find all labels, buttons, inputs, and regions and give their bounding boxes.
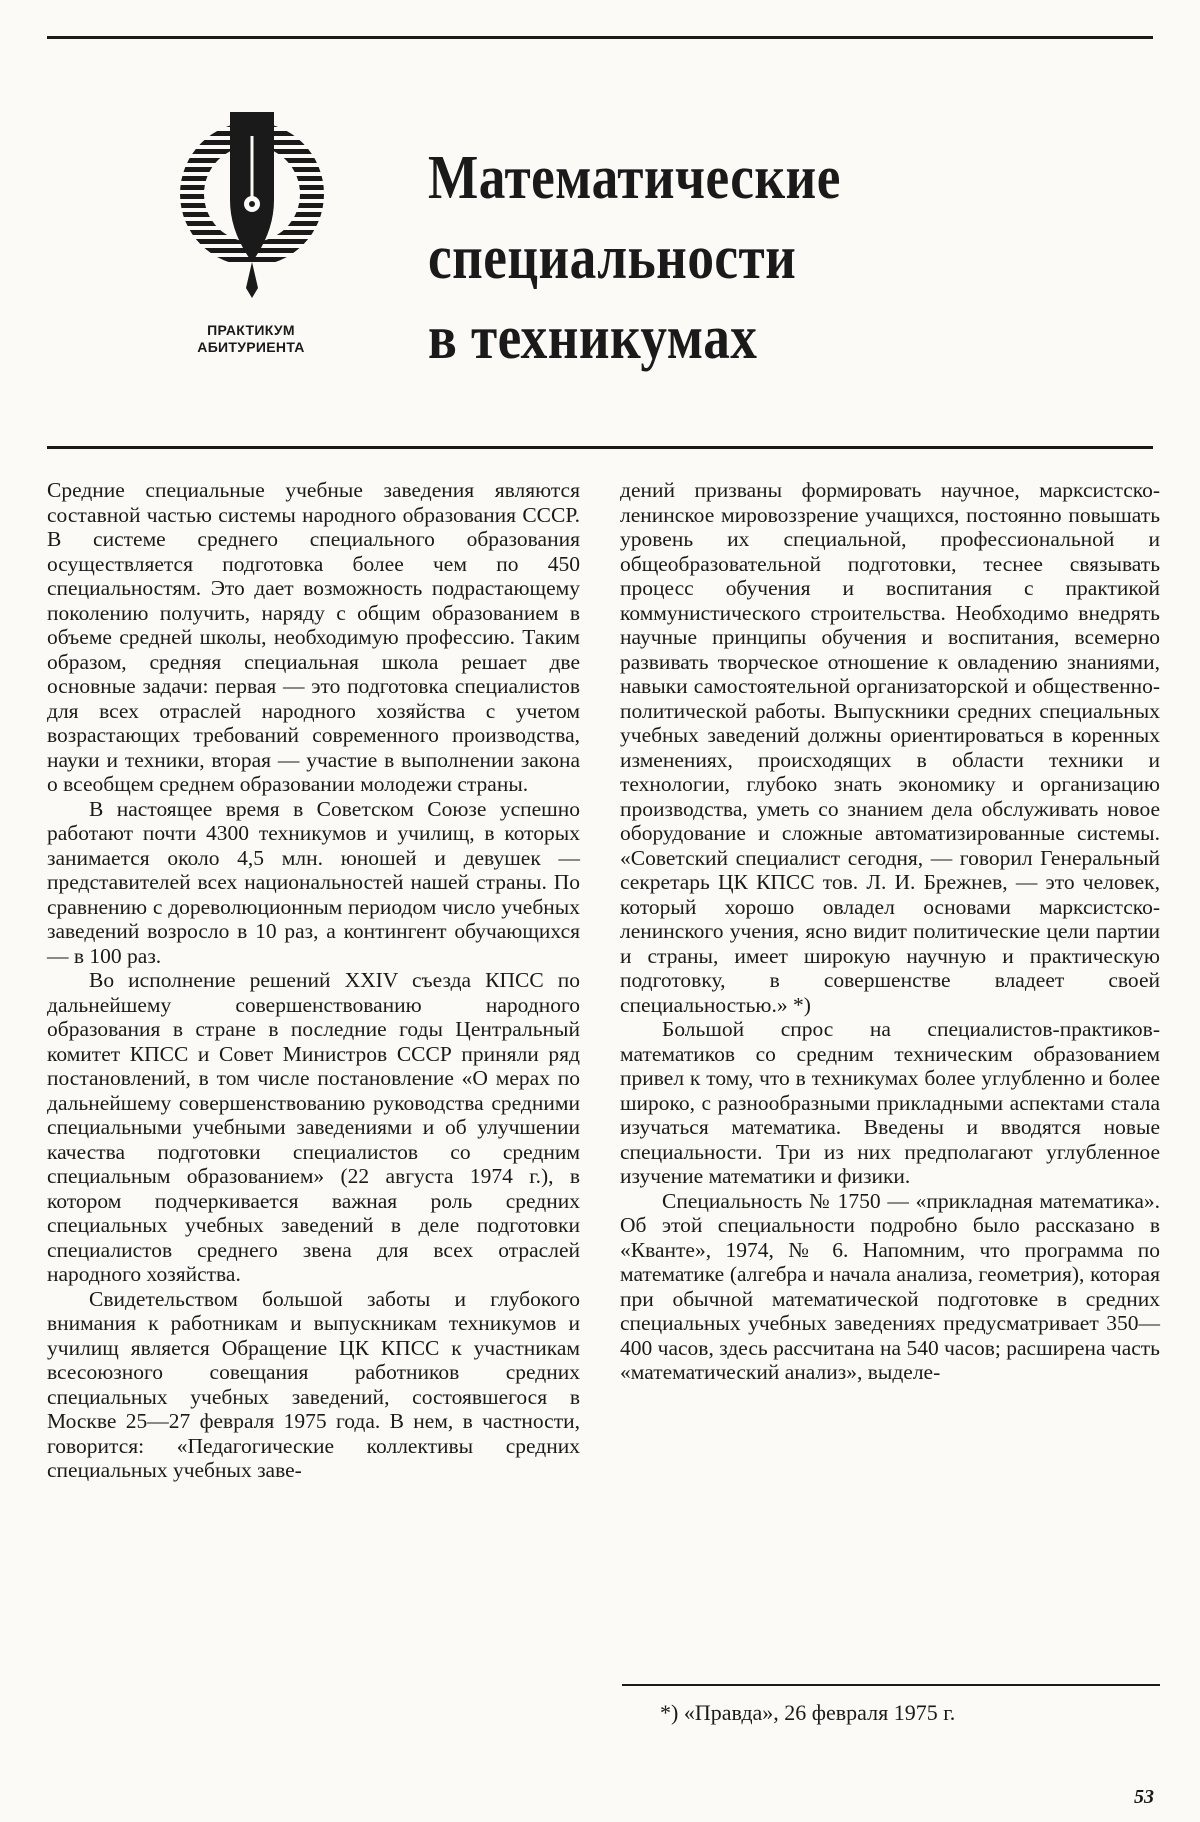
paragraph: В настоящее время в Советском Союзе успешно работают почти 4300 техникумов и училищ, в которых занимается около 4,5 млн. юношей и девушек — представителей всех национальностей нашей страны. По сравнению с дореволюционным периодом число учебных заведений возросло в 10 раз, а контингент обучающихся — в 100 раз. — [47, 796, 580, 968]
paragraph: Свидетельством большой заботы и глубокого внимания к работникам и выпускникам техникумов и училищ является Обращение ЦК КПСС к участникам всесоюзного совещания работников средних специальных учебных заведений, состоявшегося в Москве 25—27 февраля 1975 года. В нем, в частности, говорится: «Педагогические коллективы средних специальных учебных заве- — [47, 1286, 580, 1482]
pen-nib-logo-icon — [172, 112, 332, 302]
paragraph: Большой спрос на специалистов-практиков-математиков со средним техническим образованием привел к тому, что в техникумах более углубленно и более широко, с разнообразными прикладными аспектами стала изучаться математика. Введены и вводятся новые специальности. Три из них предполагают углубленное изучение математики и физики. — [620, 1017, 1160, 1188]
page-number: 53 — [1134, 1786, 1154, 1808]
title-line-2: специальности — [428, 224, 797, 292]
paragraph: дений призваны формировать научное, марксистско-ленинское мировоззрение учащихся, постоянно повышать уровень их специальной, профессиональной и общеобразовательной подготовки, теснее связывать процесс обучения и воспитания с практикой коммунистического строительства. Необходимо внедрять научные принципы обучения и воспитания, всемерно развивать творческое отношение к овладению знаниями, навыки самостоятельной организаторской и общественно-политической работы. Выпускники средних специальных учебных заведений должны ориентироваться в коренных изменениях, происходящих в области техники и технологии, глубоко знать экономику и организацию производства, уметь со знанием дела обслуживать новое оборудование и сложные автоматизированные системы. «Советский специалист сегодня, — говорил Генеральный секретарь ЦК КПСС тов. Л. И. Брежнев, — это человек, который хорошо овладел основами марксистско-ленинского учения, ясно видит политические цели партии и страны, имеет широкую научную и практическую подготовку, в совершенстве владеет своей специальностью.» *) — [620, 478, 1160, 1017]
paragraph: Специальность № 1750 — «прикладная математика». Об этой специальности подробно было рассказано в «Кванте», 1974, № 6. Напомним, что программа по математике (алгебра и начала анализа, геометрия), которая при обычной математической подготовке в средних специальных учебных заведениях предусматривает 350—400 часов, здесь рассчитана на 540 часов; расширена часть «математический анализ», выделе- — [620, 1188, 1160, 1384]
logo-caption-line-2: АБИТУРИЕНТА — [197, 339, 305, 355]
title-line-3: в техникумах — [428, 304, 758, 372]
logo-caption-line-1: ПРАКТИКУМ — [207, 322, 295, 338]
left-column — [47, 478, 580, 1483]
header-rule — [47, 446, 1153, 449]
article-title — [428, 138, 1030, 378]
footnote: *) «Правда», 26 февраля 1975 г. — [660, 1700, 956, 1725]
right-column — [620, 478, 1160, 1385]
logo-caption — [176, 322, 326, 356]
title-line-1: Математические — [428, 144, 841, 212]
paragraph: Во исполнение решений XXIV съезда КПСС по дальнейшему совершенствованию народного образования в стране в последние годы Центральный комитет КПСС и Совет Министров СССР приняли ряд постановлений, в том числе постановление «О мерах по дальнейшему совершенствованию руководства средними специальными учебными заведениями и об улучшении качества подготовки специалистов со средним специальным образованием» (22 августа 1974 г.), в котором подчеркивается важная роль средних специальных учебных заведений в деле подготовки специалистов среднего звена для всех отраслей народного хозяйства. — [47, 968, 580, 1286]
top-rule — [47, 36, 1153, 39]
paragraph: Средние специальные учебные заведения являются составной частью системы народного образования СССР. В системе среднего специального образования осуществляется подготовка более чем по 450 специальностям. Это дает возможность подрастающему поколению получить, наряду с общим образованием в объеме средней школы, необходимую профессию. Таким образом, средняя специальная школа решает две основные задачи: первая — это подготовка специалистов для всех отраслей народного хозяйства с учетом возрастающих требований современного производства, науки и техники, вторая — участие в выполнении закона о всеобщем среднем образовании молодежи страны. — [47, 478, 580, 796]
footnote-rule — [622, 1684, 1160, 1686]
